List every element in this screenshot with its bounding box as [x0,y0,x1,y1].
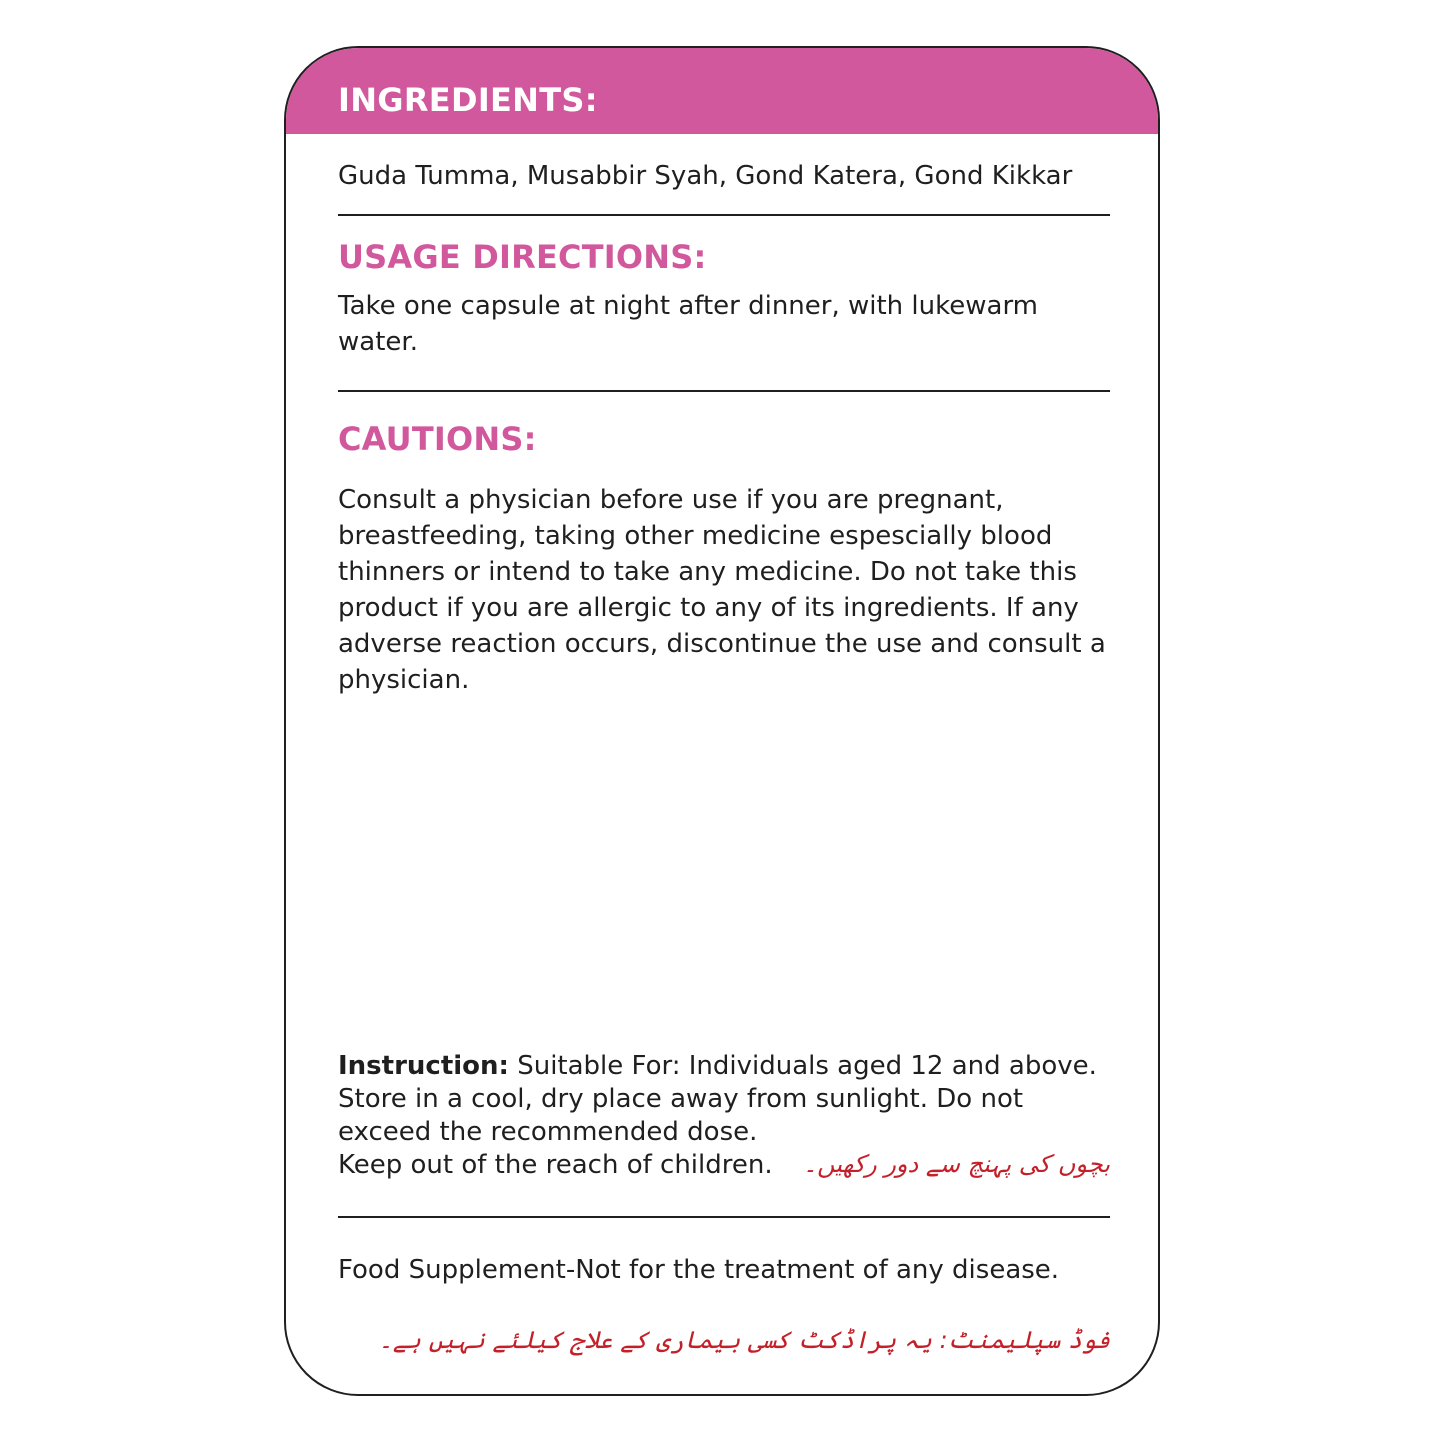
ingredients-text: Guda Tumma, Musabbir Syah, Gond Katera, Gond Kikkar [338,161,1073,191]
divider [338,1216,1110,1218]
cautions-text: Consult a physician before use if you are pregnant, breastfeeding, taking other medicine espescially blood thinners or intend to take any medicine. Do not take this product if you are allergic to any of its ingredients. If any adverse reaction occurs, discontinue the use and consult a physician. [338,485,1106,695]
keep-away-urdu-text: بچوں کی پہنچ سے دور رکھیں۔ [803,1150,1110,1178]
cautions-heading: CAUTIONS: [338,420,537,458]
divider [338,214,1110,216]
keep-away-text: Keep out of the reach of children. [338,1150,773,1180]
usage-directions-heading: USAGE DIRECTIONS: [338,238,707,276]
food-supplement-urdu-text: فوڈ سپلیمنٹ: یہ پراڈکٹ کسی بیماری کے علاج کیلئے نہیں ہے۔ [378,1326,1110,1354]
usage-directions-text: Take one capsule at night after dinner, with lukewarm water. [338,291,1039,357]
instruction-text: Suitable For: Individuals aged 12 and above. Store in a cool, dry place away from sunlight. Do not exceed the recommended dose. [338,1051,1097,1147]
ingredients-header-band [286,48,1158,134]
ingredients-heading: INGREDIENTS: [338,81,598,119]
product-info-card [284,46,1160,1396]
instruction-block [338,1050,1108,1149]
food-supplement-text: Food Supplement-Not for the treatment of any disease. [338,1255,1060,1285]
divider [338,390,1110,392]
instruction-label: Instruction: [338,1051,509,1081]
